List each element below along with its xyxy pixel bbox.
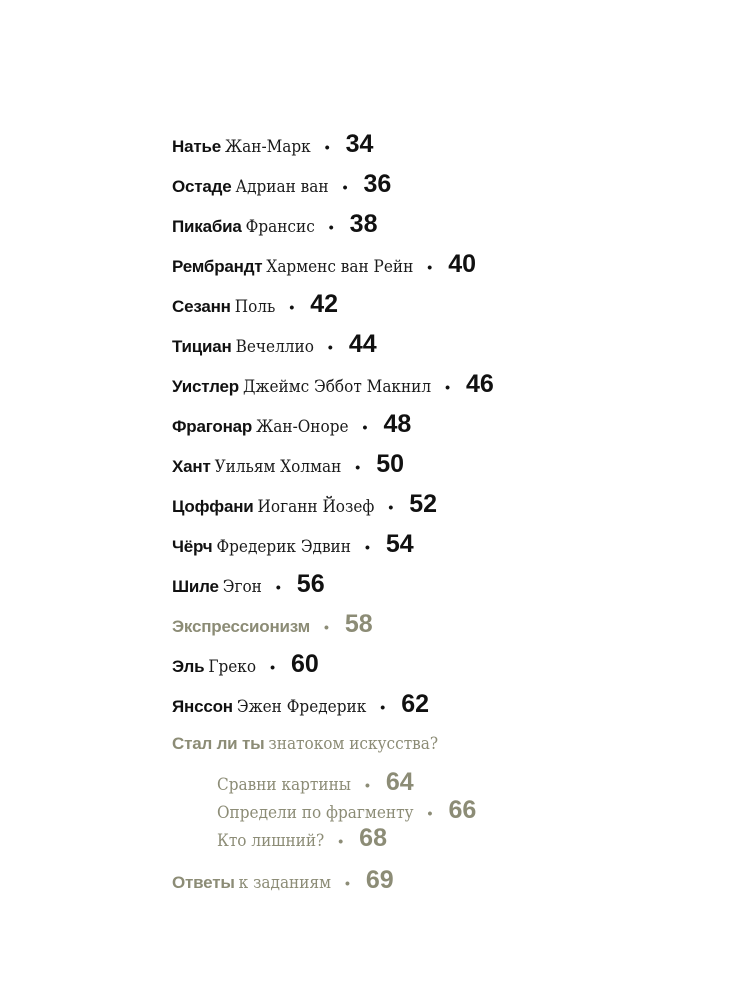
separator-dot: • bbox=[323, 619, 329, 635]
entry-last-name: Чёрч bbox=[172, 537, 213, 556]
entry-first-name: Джеймс Эббот Макнил bbox=[242, 377, 432, 397]
page-number: 34 bbox=[345, 130, 374, 158]
toc-entry[interactable] bbox=[172, 244, 732, 284]
toc-entry[interactable] bbox=[172, 364, 732, 404]
entry-first-name: Харменс ван Рейн bbox=[266, 257, 414, 277]
page-number: 42 bbox=[310, 290, 339, 318]
separator-dot: • bbox=[380, 699, 386, 715]
page-number: 62 bbox=[401, 690, 429, 718]
toc-entry[interactable] bbox=[172, 684, 732, 724]
separator-dot: • bbox=[328, 219, 334, 235]
entry-last-name: Рембрандт bbox=[172, 257, 263, 276]
entry-last-name: Тициан bbox=[172, 337, 232, 356]
separator-dot: • bbox=[427, 805, 433, 821]
entry-last-name: Шиле bbox=[172, 577, 219, 596]
entry-first-name: Жан-Оноре bbox=[256, 417, 349, 437]
quiz-item-label: Определи по фрагменту bbox=[217, 803, 414, 823]
separator-dot: • bbox=[355, 459, 361, 475]
entry-last-name: Янссон bbox=[172, 697, 233, 716]
entry-last-name: Хант bbox=[172, 457, 211, 476]
separator-dot: • bbox=[362, 419, 368, 435]
quiz-item-label: Кто лишний? bbox=[217, 831, 325, 851]
entry-first-name: Греко bbox=[208, 657, 257, 677]
section-title-bold: Стал ли ты bbox=[172, 734, 265, 753]
quiz-item[interactable] bbox=[172, 796, 732, 824]
entry-first-name: Уильям Холман bbox=[214, 457, 342, 477]
page-number: 68 bbox=[359, 824, 387, 852]
quiz-item[interactable] bbox=[172, 768, 732, 796]
separator-dot: • bbox=[327, 339, 333, 355]
entry-first-name: Эжен Фредерик bbox=[236, 697, 367, 717]
toc-entry[interactable] bbox=[172, 524, 732, 564]
toc-entry[interactable] bbox=[172, 404, 732, 444]
page-number: 60 bbox=[290, 650, 319, 678]
page-number: 69 bbox=[365, 866, 394, 894]
table-of-contents bbox=[172, 124, 732, 900]
separator-dot: • bbox=[275, 579, 281, 595]
separator-dot: • bbox=[270, 659, 275, 675]
separator-dot: • bbox=[427, 259, 433, 275]
section-title-rest: к заданиям bbox=[238, 873, 331, 893]
toc-section-quiz[interactable] bbox=[172, 724, 732, 764]
page-number: 44 bbox=[348, 330, 377, 358]
page-number: 46 bbox=[466, 370, 494, 398]
toc-entry[interactable] bbox=[172, 324, 732, 364]
separator-dot: • bbox=[338, 833, 344, 849]
separator-dot: • bbox=[364, 777, 370, 793]
entry-first-name: Поль bbox=[234, 297, 276, 317]
entry-last-name: Натье bbox=[172, 137, 221, 156]
toc-entry[interactable] bbox=[172, 564, 732, 604]
entry-last-name: Фрагонар bbox=[172, 417, 253, 436]
entry-last-name: Эль bbox=[172, 657, 205, 676]
separator-dot: • bbox=[364, 539, 370, 555]
page-number: 58 bbox=[344, 610, 373, 638]
separator-dot: • bbox=[388, 499, 394, 515]
section-title-bold: Ответы bbox=[172, 873, 235, 892]
toc-section-expressionism[interactable] bbox=[172, 604, 732, 644]
page-number: 54 bbox=[385, 530, 414, 558]
separator-dot: • bbox=[342, 179, 348, 195]
entry-last-name: Пикабиа bbox=[172, 217, 242, 236]
entry-last-name: Сезанн bbox=[172, 297, 231, 316]
toc-entry[interactable] bbox=[172, 644, 732, 684]
quiz-item[interactable] bbox=[172, 824, 732, 852]
entry-first-name: Иоганн Йозеф bbox=[257, 497, 375, 517]
page-number: 52 bbox=[409, 490, 438, 518]
entry-first-name: Вечеллио bbox=[235, 337, 314, 357]
separator-dot: • bbox=[324, 139, 330, 155]
toc-entry[interactable] bbox=[172, 444, 732, 484]
section-title-rest: знатоком искусства? bbox=[268, 734, 439, 754]
page-number: 56 bbox=[296, 570, 325, 598]
separator-dot: • bbox=[445, 379, 450, 395]
page-number: 64 bbox=[385, 768, 414, 796]
entry-last-name: Уистлер bbox=[172, 377, 239, 396]
quiz-item-label: Сравни картины bbox=[217, 775, 351, 795]
entry-first-name: Адриан ван bbox=[235, 177, 329, 197]
page-number: 66 bbox=[448, 796, 477, 824]
entry-last-name: Цоффани bbox=[172, 497, 254, 516]
toc-entry[interactable] bbox=[172, 124, 732, 164]
entry-first-name: Эгон bbox=[222, 577, 262, 597]
page-number: 36 bbox=[363, 170, 392, 198]
separator-dot: • bbox=[345, 875, 350, 891]
entry-first-name: Фредерик Эдвин bbox=[216, 537, 351, 557]
section-title: Экспрессионизм bbox=[172, 617, 310, 636]
separator-dot: • bbox=[289, 299, 295, 315]
toc-entry[interactable] bbox=[172, 164, 732, 204]
toc-section-answers[interactable] bbox=[172, 860, 732, 900]
toc-entry[interactable] bbox=[172, 284, 732, 324]
entry-first-name: Франсис bbox=[245, 217, 315, 237]
page-number: 38 bbox=[349, 210, 378, 238]
toc-entry[interactable] bbox=[172, 204, 732, 244]
entry-first-name: Жан-Марк bbox=[224, 137, 311, 157]
entry-last-name: Остаде bbox=[172, 177, 232, 196]
page-number: 40 bbox=[448, 250, 476, 278]
page-number: 48 bbox=[383, 410, 412, 438]
toc-entry[interactable] bbox=[172, 484, 732, 524]
page-number: 50 bbox=[376, 450, 405, 478]
